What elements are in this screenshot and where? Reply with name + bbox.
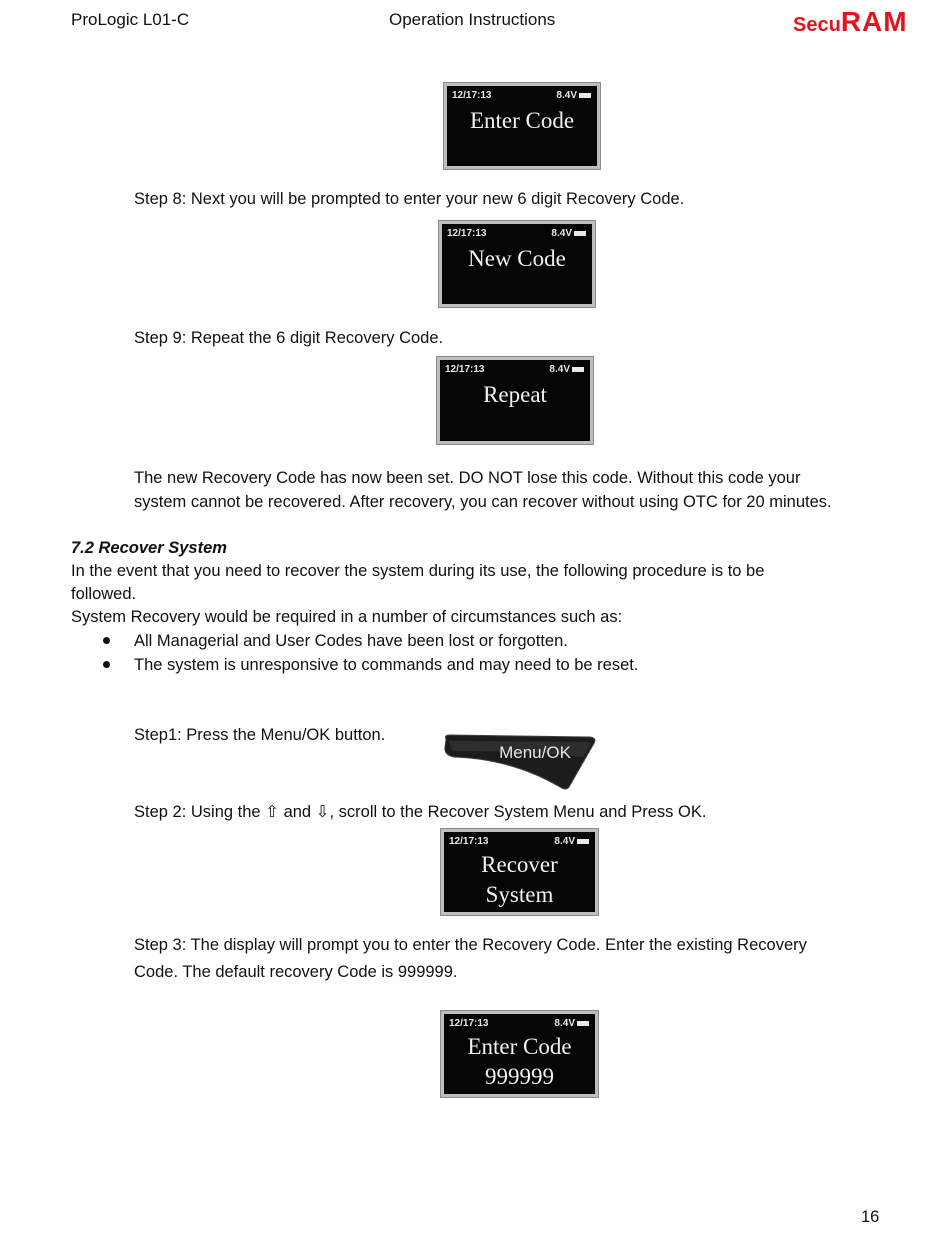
step-3-text-line-1: Step 3: The display will prompt you to enter the Recovery Code. Enter the existing Recovery (134, 936, 807, 954)
battery-icon (579, 93, 591, 98)
securam-logo: Secu RAM (793, 6, 908, 37)
section-heading: 7.2 Recover System (71, 539, 227, 557)
intro-line-3: System Recovery would be required in a number of circumstances such as: (71, 608, 623, 626)
lcd-line-1: Enter Code (467, 1034, 572, 1059)
lcd-time: 12/17:13 (445, 364, 485, 375)
lcd-line-1: Repeat (483, 382, 547, 407)
lcd-screen-enter-code-default (441, 1011, 598, 1097)
lcd-voltage: 8.4V (549, 364, 570, 375)
note-line-1: The new Recovery Code has now been set. DO NOT lose this code. Without this code your (134, 469, 801, 487)
lcd-time: 12/17:13 (452, 90, 492, 101)
lcd-time: 12/17:13 (449, 1018, 489, 1029)
step-9-text: Step 9: Repeat the 6 digit Recovery Code. (134, 329, 444, 347)
lcd-screen-recover-system (441, 829, 598, 915)
intro-line-2: followed. (71, 585, 137, 603)
lcd-line-1: Recover (481, 852, 558, 877)
header-doc-title: ProLogic L01-C (71, 10, 190, 29)
menu-ok-label: Menu/OK (499, 743, 571, 762)
lcd-voltage: 8.4V (554, 836, 575, 847)
note-line-2: system cannot be recovered. After recovery, you can recover without using OTC for 20 minutes. (134, 493, 832, 511)
step-1-text: Step1: Press the Menu/OK button. (134, 726, 386, 744)
bullet-item: All Managerial and User Codes have been lost or forgotten. (134, 632, 568, 650)
intro-line-1: In the event that you need to recover the system during its use, the following procedure is to be (71, 562, 765, 580)
lcd-time: 12/17:13 (449, 836, 489, 847)
bullet-icon (103, 661, 110, 668)
battery-icon (574, 231, 586, 236)
lcd-line-2: System (485, 882, 554, 907)
battery-icon (572, 367, 584, 372)
lcd-time: 12/17:13 (447, 228, 487, 239)
lcd-voltage: 8.4V (556, 90, 577, 101)
lcd-line-1: New Code (468, 246, 566, 271)
bullet-icon (103, 637, 110, 644)
battery-icon (577, 1021, 589, 1026)
lcd-voltage: 8.4V (554, 1018, 575, 1029)
menu-ok-button-image (442, 733, 598, 791)
lcd-screen-new-code (439, 221, 595, 307)
lcd-line-1: Enter Code (469, 108, 575, 133)
lcd-line-2: 999999 (485, 1064, 554, 1089)
page-number: 16 (861, 1208, 880, 1226)
lcd-voltage: 8.4V (551, 228, 572, 239)
step-2-text: Step 2: Using the ⇧ and ⇩, scroll to the Recover System Menu and Press OK. (134, 803, 707, 821)
lcd-screen-repeat (437, 357, 593, 444)
lcd-screen-enter-code (444, 83, 600, 169)
step-8-text: Step 8: Next you will be prompted to enter your new 6 digit Recovery Code. (134, 190, 685, 208)
header-section-title: Operation Instructions (389, 10, 556, 29)
step-3-text-line-2: Code. The default recovery Code is 999999. (134, 963, 458, 981)
bullet-item: The system is unresponsive to commands and may need to be reset. (134, 656, 639, 674)
battery-icon (577, 839, 589, 844)
